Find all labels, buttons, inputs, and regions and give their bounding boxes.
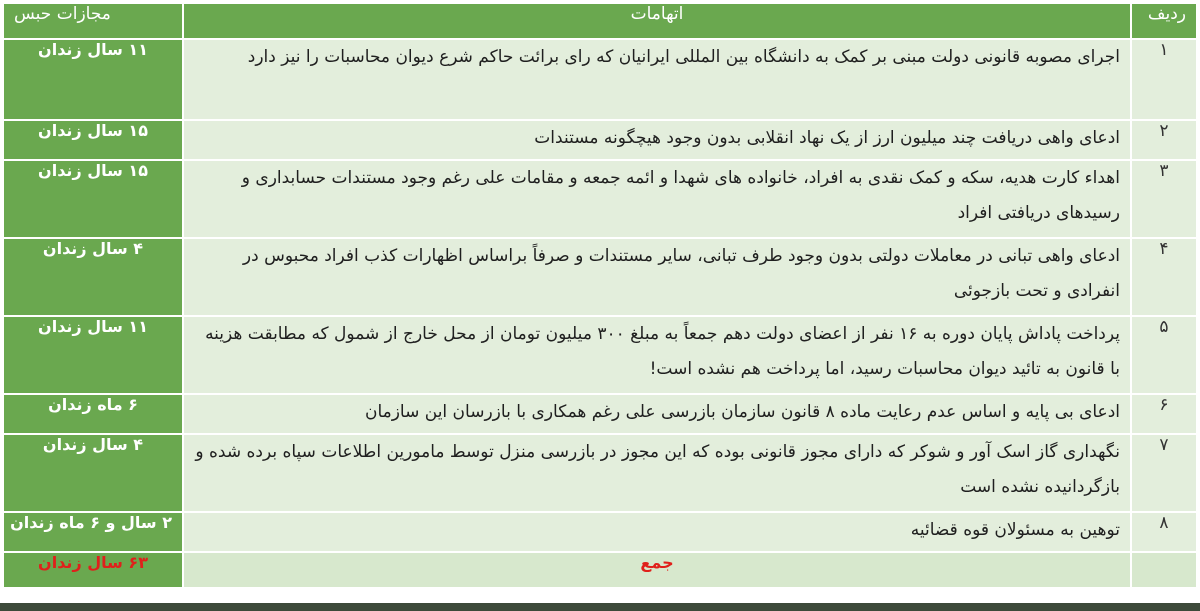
penalty-value: ۱۵ سال زندان <box>3 120 183 160</box>
penalty-value: ۶ ماه زندان <box>3 394 183 434</box>
row-number: ۲ <box>1131 120 1197 160</box>
table-row <box>3 434 1197 512</box>
header-row <box>3 3 1197 39</box>
table-row <box>3 238 1197 316</box>
charge-text: ادعای بی پایه و اساس عدم رعایت ماده ۸ قانون سازمان بازرسی علی رغم همکاری با بازرسان این سازمان <box>183 394 1131 434</box>
row-number: ۷ <box>1131 434 1197 512</box>
header-row-number: ردیف <box>1131 3 1197 39</box>
total-row-number-cell <box>1131 552 1197 588</box>
row-number: ۱ <box>1131 39 1197 120</box>
total-value: ۶۳ سال زندان <box>3 552 183 588</box>
charge-text: نگهداری گاز اسک آور و شوکر که دارای مجوز قانونی بوده که این مجوز در بازرسی منزل توسط مامورین اطلاعات سپاه برده شده و بازگردانیده نشده است <box>183 434 1131 512</box>
row-number: ۴ <box>1131 238 1197 316</box>
row-number: ۳ <box>1131 160 1197 238</box>
penalty-value: ۱۵ سال زندان <box>3 160 183 238</box>
total-row <box>3 552 1197 588</box>
table-row <box>3 512 1197 552</box>
charge-text: ادعای واهی تبانی در معاملات دولتی بدون وجود طرف تبانی، سایر مستندات و صرفاً براساس اظهارات کذب افراد محبوس در انفرادی و تحت بازجوئی <box>183 238 1131 316</box>
charge-text: اهداء کارت هدیه، سکه و کمک نقدی به افراد، خانواده های شهدا و ائمه جمعه و مقامات علی رغم وجود مستندات حسابداری و رسیدهای دریافتی افراد <box>183 160 1131 238</box>
row-number: ۸ <box>1131 512 1197 552</box>
charge-text: توهین به مسئولان قوه قضائیه <box>183 512 1131 552</box>
row-number: ۵ <box>1131 316 1197 394</box>
header-penalty: مجازات حبس <box>3 3 183 39</box>
penalty-value: ۴ سال زندان <box>3 238 183 316</box>
table-row <box>3 160 1197 238</box>
table-row <box>3 120 1197 160</box>
penalty-value: ۴ سال زندان <box>3 434 183 512</box>
charge-text: ادعای واهی دریافت چند میلیون ارز از یک نهاد انقلابی بدون وجود هیچگونه مستندات <box>183 120 1131 160</box>
charge-text: پرداخت پاداش پایان دوره به ۱۶ نفر از اعضای دولت دهم جمعاً به مبلغ ۳۰۰ میلیون تومان از محل خارج از شمول که مطابقت هزینه با قانون به تائید دیوان محاسبات رسید، اما پرداخت هم نشده است! <box>183 316 1131 394</box>
penalty-value: ۲ سال و ۶ ماه زندان <box>3 512 183 552</box>
charge-text: اجرای مصوبه قانونی دولت مبنی بر کمک به دانشگاه بین المللی ایرانیان که رای برائت حاکم شرع دیوان محاسبات را نیز دارد <box>183 39 1131 120</box>
total-label: جمع <box>183 552 1131 588</box>
table-row <box>3 316 1197 394</box>
penalty-value: ۱۱ سال زندان <box>3 316 183 394</box>
row-number: ۶ <box>1131 394 1197 434</box>
header-charges: اتهامات <box>183 3 1131 39</box>
bottom-edge-bar <box>0 603 1200 611</box>
penalty-value: ۱۱ سال زندان <box>3 39 183 120</box>
charges-table <box>2 2 1198 589</box>
table-row <box>3 39 1197 120</box>
table-row <box>3 394 1197 434</box>
